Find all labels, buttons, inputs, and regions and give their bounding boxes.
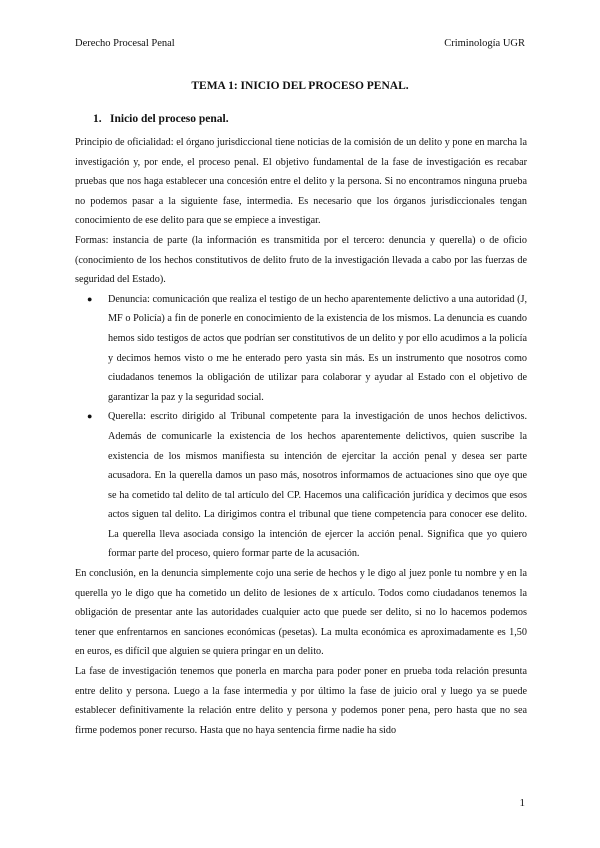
document-body <box>75 133 527 740</box>
bullet-icon: ● <box>87 411 93 422</box>
section-number: 1. <box>93 113 102 125</box>
paragraph-conclusion: En conclusión, en la denuncia simplemente cojo una serie de hechos y le digo al juez ponle tu nombre y en la querella yo le digo que ha cometido un delito de lesiones de x artículo. Todos como ciudadanos tenemos la obligación de presentar ante las autoridades cualquier acto que puede ser delito, si no lo hacemos podemos tener que enfrentarnos en sanciones económicas (pesetas). La multa económica es aproximadamente es 1,50 en euros, es difícil que alguien se quiera pringar en un delito. <box>75 568 527 658</box>
header-course-name: Derecho Procesal Penal <box>75 38 175 49</box>
list-item-denuncia <box>75 290 527 408</box>
section-heading-text: Inicio del proceso penal. <box>110 113 229 125</box>
bullet-icon: ● <box>87 293 93 304</box>
paragraph-formas: Formas: instancia de parte (la información es transmitida por el tercero: denuncia y querella) o de oficio (conocimiento de los hechos constitutivos de delito fruto de la investigación llevada a cabo por las fuerzas de seguridad del Estado). <box>75 234 527 286</box>
paragraph-fase-investigacion: La fase de investigación tenemos que ponerla en marcha para poder poner en prueba toda relación presunta entre delito y persona. Luego a la fase intermedia y por último la fase de juicio oral y luego ya se puede establecer definitivamente la relación entre delito y persona y podemos poner pena, pero hasta que no sea firme podemos poner recurso. Hasta que no haya sentencia firme nadie ha sido <box>75 666 527 736</box>
bullet-list <box>75 290 527 564</box>
page-number: 1 <box>519 797 525 809</box>
header-program-name: Criminología UGR <box>444 38 525 49</box>
list-item-text: Querella: escrito dirigido al Tribunal competente para la investigación de unos hechos delictivos. Además de comunicarle la existencia de los hechos aparentemente delictivos, quien suscribe la existencia de los mismos manifiesta su intención de ejercitar la acción penal y desea ser parte acusadora. En la querella damos un paso más, nosotros informamos de actuaciones sino que oye que se ha cometido tal delito de tal artículo del CP. Hacemos una calificación jurídica y decimos que esos actos siguen tal delito. La dirigimos contra el tribunal que tiene competencia para conocer ese delito. La querella lleva asociada consigo la intención de ejercer la acción penal. Significa que yo quiero formar parte del proceso, quiero formar parte de la acusación. <box>108 411 527 560</box>
paragraph-oficialidad: Principio de oficialidad: el órgano jurisdiccional tiene noticias de la comisión de un delito y pone en marcha la investigación y, por ende, el proceso penal. El objetivo fundamental de la fase de investigación es recabar pruebas que nos haga establecer una concesión entre el delito y la persona. Si no encontramos ninguna prueba no podemos pasar a la siguiente fase, intermedia. Es necesario que los órganos jurisdiccionales tengan conocimiento de ese delito para que se empiece a investigar. <box>75 137 527 227</box>
list-item-text: Denuncia: comunicación que realiza el testigo de un hecho aparentemente delictivo a una autoridad (J, MF o Policía) a fin de ponerle en conocimiento de la existencia de los mismos. La denuncia es cuando hemos sido testigos de actos que podrían ser constitutivos de un delito y por ello acudimos a la policía y decimos hemos visto o me he enterado pero yasta sin más. Es un instrumento que nosotros como ciudadanos tenemos la obligación de utilizar para colaborar y ayudar al Estado con el objetivo de garantizar la paz y la seguridad social. <box>108 293 527 403</box>
document-title: TEMA 1: INICIO DEL PROCESO PENAL. <box>191 80 409 92</box>
list-item-querella <box>75 407 527 564</box>
section-heading <box>93 112 229 126</box>
